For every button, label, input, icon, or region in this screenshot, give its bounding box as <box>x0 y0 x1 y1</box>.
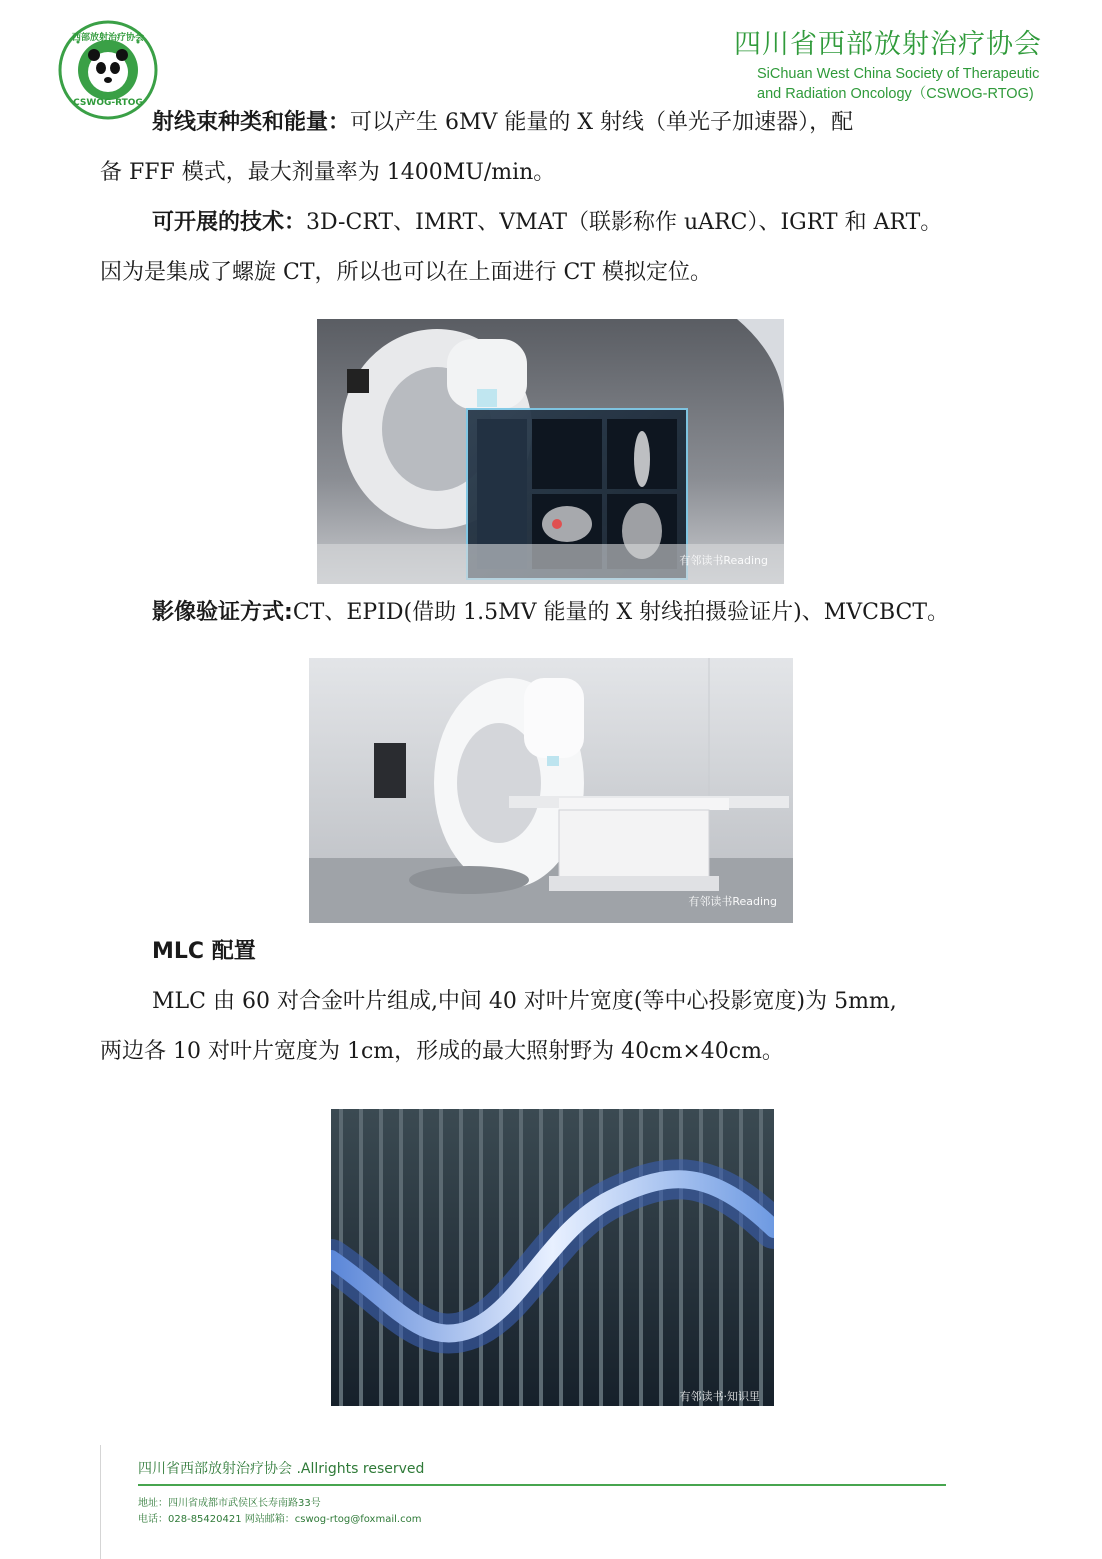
watermark: 有邻读书Reading <box>679 554 768 567</box>
paragraph-line <box>100 98 1005 148</box>
paragraph-label: 射线束种类和能量： <box>152 110 351 135</box>
paragraph-line <box>100 588 1005 638</box>
paragraph-line: 备 FFF 模式，最大剂量率为 1400MU/min。 <box>100 160 556 185</box>
paragraph-label: 影像验证方式: <box>152 600 293 625</box>
paragraph-text: CT、EPID(借助 1.5MV 能量的 X 射线拍摄验证片)、MVCBCT。 <box>292 600 950 625</box>
footer-contact <box>138 1496 421 1528</box>
logo-ring-text-bottom: CSWOG-RTOG <box>73 98 143 108</box>
figure-linac-console <box>317 319 784 584</box>
footer-address: 地址：四川省成都市武侯区长寿南路33号 <box>138 1498 321 1509</box>
section-heading-mlc <box>100 927 1005 977</box>
paragraph-text: 可以产生 6MV 能量的 X 射线（单光子加速器），配 <box>350 110 854 135</box>
section-heading: MLC 配置 <box>152 939 256 964</box>
paragraph-beam-energy <box>100 98 1005 198</box>
footer-title: 四川省西部放射治疗协会 .Allrights reserved <box>138 1461 425 1477</box>
figure-linac-couch <box>309 658 793 923</box>
org-name-en-line1: SiChuan West China Society of Therapeutic <box>757 66 1040 82</box>
paragraph-line <box>100 198 1005 248</box>
paragraph-text: 3D-CRT、IMRT、VMAT（联影称作 uARC）、IGRT 和 ART。 <box>306 210 943 235</box>
watermark: 有邻读书·知识里 <box>679 1390 760 1403</box>
paragraph-mlc <box>100 977 1005 1077</box>
footer-divider <box>138 1484 946 1486</box>
logo-ring-text-top: 西部放射治疗协会 <box>71 33 144 43</box>
paragraph-imaging <box>100 588 1005 638</box>
paragraph-label: 可开展的技术： <box>152 210 307 235</box>
paragraph-line: 因为是集成了螺旋 CT，所以也可以在上面进行 CT 模拟定位。 <box>100 260 712 285</box>
paragraph-techniques <box>100 198 1005 298</box>
footer-divider-vertical <box>100 1445 101 1559</box>
paragraph-line: MLC 由 60 对合金叶片组成,中间 40 对叶片宽度(等中心投影宽度)为 5mm, <box>152 989 897 1014</box>
footer-phone-email: 电话：028-85420421 网站邮箱：cswog-rtog@foxmail.com <box>138 1514 422 1525</box>
org-name-en-line2: and Radiation Oncology（CSWOG-RTOG) <box>757 86 1034 102</box>
figure-mlc-leaves <box>331 1109 774 1406</box>
watermark: 有邻读书Reading <box>688 895 777 908</box>
paragraph-line: 两边各 10 对叶片宽度为 1cm，形成的最大照射野为 40cm×40cm。 <box>100 1039 784 1064</box>
org-name-cn: 四川省西部放射治疗协会 <box>734 29 1042 60</box>
